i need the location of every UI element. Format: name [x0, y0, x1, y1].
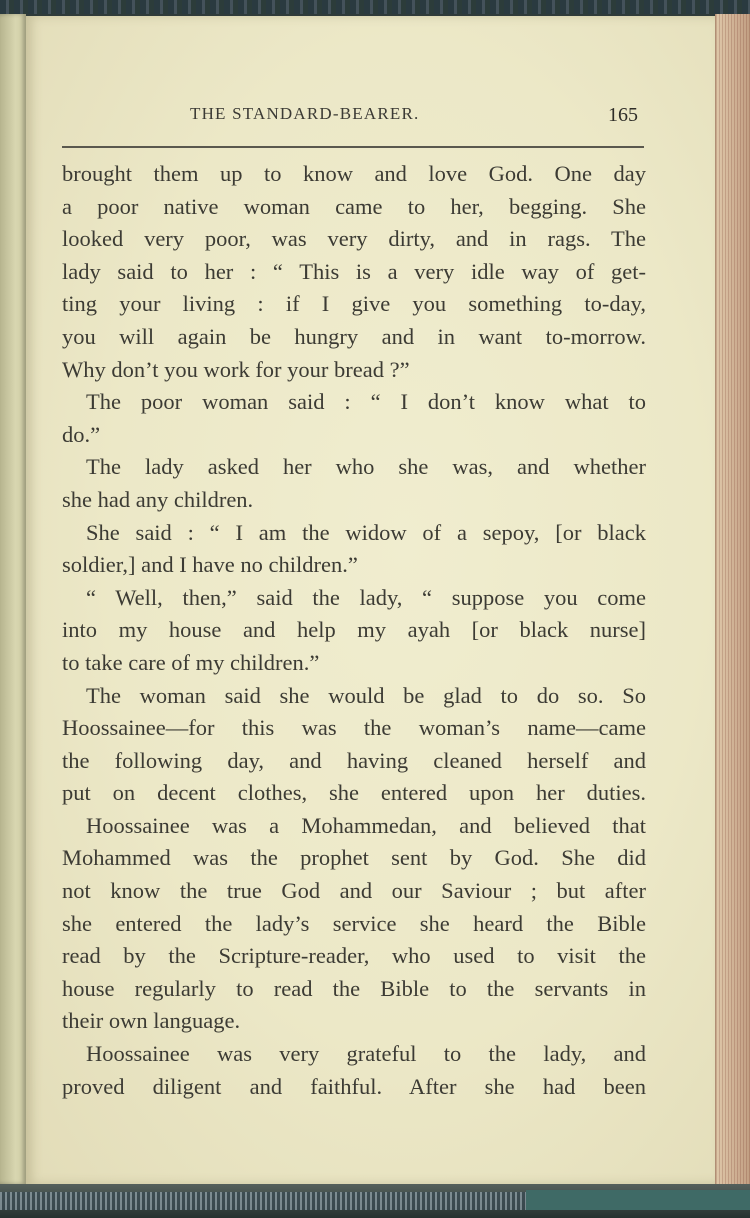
text-line: to take care of my children.”	[62, 649, 320, 675]
bottom-binding-pattern	[0, 1192, 526, 1210]
text-line: house regularly to read the Bible to the servants in	[62, 975, 646, 1001]
text-line: She said : “ I am the widow of a sepoy, [or black	[86, 519, 646, 545]
body-text	[62, 158, 646, 1103]
header-rule	[62, 146, 644, 148]
text-line: “ Well, then,” said the lady, “ suppose you come	[86, 584, 646, 610]
text-line: she had any children.	[62, 486, 254, 512]
text-line: not know the true God and our Saviour ; but after	[62, 878, 646, 904]
text-line: you will again be hungry and in want to-morrow.	[62, 323, 646, 349]
text-line: Hoossainee was very grateful to the lady, and	[86, 1041, 646, 1067]
text-line: a poor native woman came to her, begging. She	[62, 193, 646, 219]
text-line: Hoossainee—for this was the woman’s name—came	[62, 715, 646, 741]
page-stack-edge	[715, 14, 750, 1184]
text-line: proved diligent and faithful. After she had been	[62, 1073, 646, 1099]
bottom-binding-tail	[526, 1190, 750, 1210]
running-head-title: THE STANDARD-BEARER.	[190, 104, 420, 123]
text-line: into my house and help my ayah [or black nurse]	[62, 617, 646, 643]
page-number: 165	[608, 104, 638, 126]
text-line: soldier,] and I have no children.”	[62, 552, 358, 578]
text-line: Why don’t you work for your bread ?”	[62, 356, 410, 382]
text-line: brought them up to know and love God. One day	[62, 161, 646, 186]
text-line: Mohammed was the prophet sent by God. She did	[62, 845, 646, 871]
text-line: Hoossainee was a Mohammedan, and believed that	[86, 812, 646, 838]
text-line: The woman said she would be glad to do so. So	[86, 682, 646, 708]
previous-page-edge	[0, 14, 26, 1184]
text-line: lady said to her : “ This is a very idle way of get-	[62, 258, 646, 284]
text-line: ting your living : if I give you something to-day,	[62, 291, 646, 317]
text-line: do.”	[62, 421, 101, 447]
text-line: the following day, and having cleaned herself and	[62, 747, 646, 773]
text-line: she entered the lady’s service she heard the Bible	[62, 910, 646, 936]
text-line: The lady asked her who she was, and whether	[86, 454, 646, 480]
text-line: looked very poor, was very dirty, and in rags. The	[62, 226, 646, 252]
text-line: The poor woman said : “ I don’t know what to	[86, 389, 646, 415]
top-binding-strip	[0, 0, 750, 14]
text-line: their own language.	[62, 1008, 241, 1034]
text-line: read by the Scripture-reader, who used to visit the	[62, 943, 646, 969]
text-line: put on decent clothes, she entered upon her duties.	[62, 780, 646, 806]
